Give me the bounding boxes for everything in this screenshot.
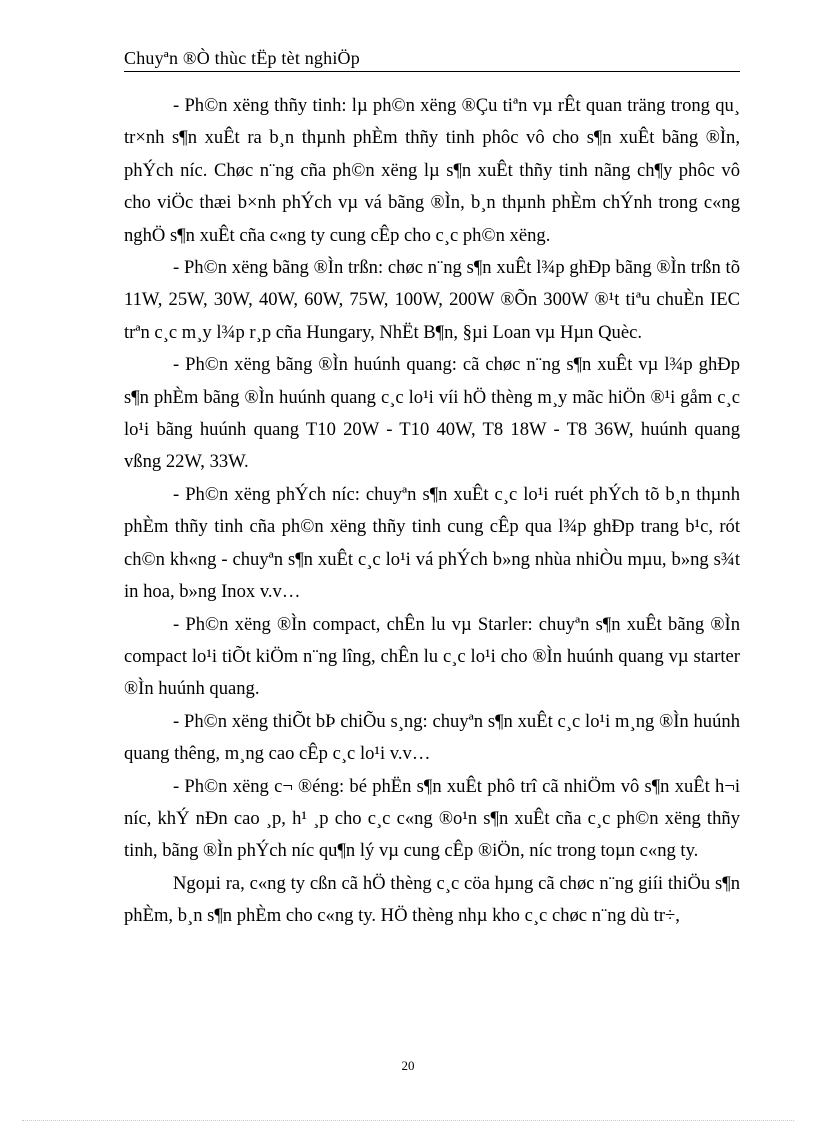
paragraph-mechanical-workshop: - Ph©n xëng c¬ ®éng: bé phËn s¶n xuÊt phô trî cã nhiÖm vô s¶n xuÊt h¬i níc, khÝ nÐn cao ¸p, h¹ ¸p cho c¸c c«ng ®o¹n s¶n xuÊt cña c¸c ph©n xëng thñy tinh, bãng ®Ìn phÝch níc qu¶n lý vµ cung cÊp ®iÖn, níc trong toµn c«ng ty. (124, 775, 740, 862)
paragraph-lighting-equipment-workshop: - Ph©n xëng thiÕt bÞ chiÕu s¸ng: chuyªn s¶n xuÊt c¸c lo¹i m¸ng ®Ìn huúnh quang thêng, m¸ng cao cÊp c¸c lo¹i v.v… (124, 710, 740, 765)
paragraph-round-bulb-workshop: - Ph©n xëng bãng ®Ìn trßn: chøc n¨ng s¶n xuÊt l¾p ghÐp bãng ®Ìn trßn tõ 11W, 25W, 30W, 40W, 60W, 75W, 100W, 200W ®Õn 300W ®¹t tiªu chuÈn IEC trªn c¸c m¸y l¾p r¸p cña Hungary, NhËt B¶n, §µi Loan vµ Hµn Quèc. (124, 257, 740, 343)
paragraph-compact-workshop: - Ph©n xëng ®Ìn compact, chÊn lu vµ Starler: chuyªn s¶n xuÊt bãng ®Ìn compact lo¹i tiÕt kiÖm n¨ng lîng, chÊn lu c¸c lo¹i cho ®Ìn huúnh quang vµ starter ®Ìn huúnh quang. (124, 613, 740, 700)
paragraph-glass-workshop: - Ph©n xëng thñy tinh: lµ ph©n xëng ®Çu tiªn vµ rÊt quan träng trong qu¸ tr×nh s¶n xuÊt ra b¸n thµnh phÈm thñy tinh phôc vô cho s¶n xuÊt bãng ®Ìn, phÝch níc. Chøc n¨ng cña ph©n xëng lµ s¶n xuÊt thñy tinh nãng ch¶y phôc vô cho viÖc thæi b×nh phÝch vµ vá bãng ®Ìn, b¸n thµnh phÈm chÝnh trong c«ng nghÖ s¶n xuÊt cña c«ng ty cung cÊp cho c¸c ph©n xëng. (124, 95, 740, 246)
document-body (124, 90, 740, 933)
paragraph-thermos-workshop: - Ph©n xëng phÝch níc: chuyªn s¶n xuÊt c¸c lo¹i ruét phÝch tõ b¸n thµnh phÈm thñy tinh cña ph©n xëng thñy tinh cung cÊp qua l¾p ghÐp trang b¹c, rót ch©n kh«ng - chuyªn s¶n xuÊt c¸c lo¹i vá phÝch b»ng nhùa nhiÒu mµu, b»ng s¾t in hoa, b»ng Inox v.v… (124, 483, 740, 603)
header-title: Chuyªn ®Ò thùc tËp tèt nghiÖp (124, 48, 360, 68)
page-number: 20 (401, 1058, 415, 1073)
paragraph-fluorescent-workshop: - Ph©n xëng bãng ®Ìn huúnh quang: cã chøc n¨ng s¶n xuÊt vµ l¾p ghÐp s¶n phÈm bãng ®Ìn huúnh quang c¸c lo¹i víi hÖ thèng m¸y mãc hiÖn ®¹i gåm c¸c lo¹i bãng huúnh quang T10 20W - T10 40W, T8 18W - T8 36W, huúnh quang vßng 22W, 33W. (124, 354, 740, 473)
page-bottom-border (22, 1120, 794, 1121)
paragraph-additional-info: Ngoµi ra, c«ng ty cßn cã hÖ thèng c¸c cöa hµng cã chøc n¨ng giíi thiÖu s¶n phÈm, b¸n s¶n phÈm cho c«ng ty. HÖ thèng nhµ kho c¸c chøc n¨ng dù tr÷, (124, 872, 740, 927)
page-header (124, 46, 740, 72)
